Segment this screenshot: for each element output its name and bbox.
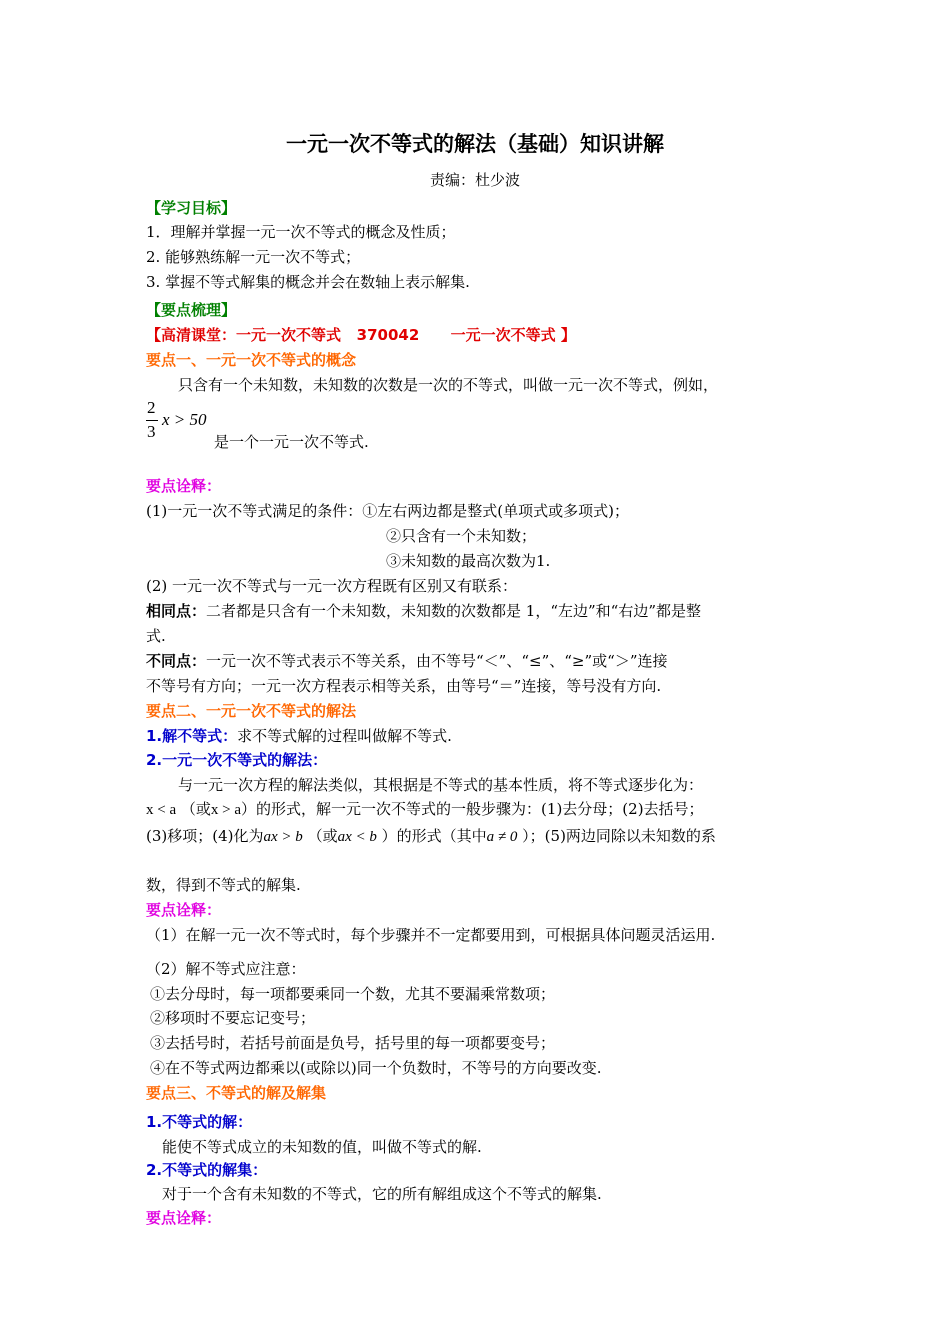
method-line-1: 与一元一次方程的解法类似，其根据是不等式的基本性质，将不等式逐步化为：: [178, 776, 704, 794]
diff-point-line: [146, 651, 668, 671]
solution-text: 能使不等式成立的未知数的值，叫做不等式的解.: [162, 1138, 482, 1156]
note-1-heading: 要点诠释：: [146, 477, 222, 495]
note-2-line-5: ③去括号时，若括号前面是负号，括号里的每一项都要变号；: [150, 1034, 556, 1052]
note-1-line-4: (2) 一元一次不等式与一元一次方程既有区别又有联系：: [146, 577, 518, 595]
note-2-line-4: ②移项时不要忘记变号；: [150, 1009, 316, 1027]
note-2-line-1: （1）在解一元一次不等式时，每个步骤并不一定都要用到，可根据具体问题灵活运用.: [146, 926, 716, 944]
section-1-heading: 要点一、一元一次不等式的概念: [146, 351, 357, 369]
solution-set-label: 2.不等式的解集：: [146, 1161, 268, 1179]
note-1-line-1: (1)一元一次不等式满足的条件：①左右两边都是整式(单项式或多项式)；: [146, 502, 629, 520]
points-heading: 【要点梳理】: [146, 301, 237, 319]
section-1-text: 只含有一个未知数，未知数的次数是一次的不等式，叫做一元一次不等式，例如，: [178, 376, 719, 394]
method-line-3-t4: ）；(5)两边同除以未知数的系: [522, 827, 716, 845]
diff-point-text: 一元一次不等式表示不等关系，由不等号“＜”、“≤”、“≥”或“＞”连接: [206, 652, 668, 670]
example-inequality: x > 50: [162, 410, 207, 429]
same-point-text-2: 式.: [146, 627, 166, 645]
class-link[interactable]: 【高清课堂：一元一次不等式 370042 一元一次不等式 】: [146, 326, 576, 344]
solve-text: 求不等式解的过程叫做解不等式.: [237, 727, 452, 745]
method-line-3-t3: ）的形式（其中: [381, 827, 487, 845]
same-point-text: 二者都是只含有一个未知数，未知数的次数都是 1，“左边”和“右边”都是整: [206, 602, 702, 620]
section-1-text-2: 是一个一元一次不等式.: [214, 433, 369, 451]
solution-label: 1.不等式的解：: [146, 1113, 253, 1131]
math-x-less-a: x < a: [146, 802, 177, 818]
author-line: 责编：杜少波: [429, 171, 520, 189]
same-point-label: 相同点：: [146, 602, 207, 620]
method-line-3-t1: (3)移项；(4)化为: [146, 827, 264, 845]
same-point-line: [146, 601, 701, 621]
math-ax-less-b: ax < b: [337, 829, 377, 845]
fraction-denominator: 3: [147, 422, 156, 441]
solve-label: 1.解不等式：: [146, 727, 238, 745]
method-line-2-t2: ）的形式，解一元一次不等式的一般步骤为：(1)去分母；(2)去括号；: [241, 800, 704, 818]
goals-heading: 【学习目标】: [146, 199, 237, 217]
diff-point-label: 不同点：: [146, 652, 207, 670]
section-2-item-1: [146, 726, 452, 746]
fraction-numerator: 2: [147, 398, 156, 417]
diff-point-text-2: 不等号有方向；一元一次方程表示相等关系，由等号“＝”连接，等号没有方向.: [146, 677, 662, 695]
note-1-line-3: ③未知数的最高次数为1.: [386, 552, 551, 570]
fraction-bar: [146, 420, 158, 421]
section-2-heading: 要点二、一元一次不等式的解法: [146, 702, 357, 720]
goal-item-2: 2. 能够熟练解一元一次不等式；: [146, 248, 361, 266]
note-2-line-2: （2）解不等式应注意：: [146, 960, 306, 978]
solution-set-text: 对于一个含有未知数的不等式，它的所有解组成这个不等式的解集.: [162, 1185, 602, 1203]
math-ax-greater-b: ax > b: [263, 829, 303, 845]
page-title: 一元一次不等式的解法（基础）知识讲解: [286, 132, 664, 156]
math-a-not-zero: a ≠ 0: [486, 829, 518, 845]
note-3-heading: 要点诠释：: [146, 1209, 222, 1227]
note-1-line-2: ②只含有一个未知数；: [386, 527, 537, 545]
method-label: 2.一元一次不等式的解法：: [146, 751, 328, 769]
note-2-line-6: ④在不等式两边都乘以(或除以)同一个负数时，不等号的方向要改变.: [150, 1059, 602, 1077]
note-2-line-3: ①去分母时，每一项都要乘同一个数，尤其不要漏乘常数项；: [150, 985, 556, 1003]
method-line-3-t2: （或: [307, 827, 338, 845]
method-line-2: [146, 799, 704, 820]
math-x-greater-a: x > a: [210, 802, 242, 818]
goal-item-1: 1．理解并掌握一元一次不等式的概念及性质；: [146, 223, 456, 241]
method-line-2-t1: （或: [180, 800, 211, 818]
method-line-3: [146, 826, 716, 847]
note-2-heading: 要点诠释：: [146, 901, 222, 919]
section-3-heading: 要点三、不等式的解及解集: [146, 1084, 327, 1102]
goal-item-3: 3. 掌握不等式解集的概念并会在数轴上表示解集.: [146, 273, 470, 291]
method-line-4: 数，得到不等式的解集.: [146, 876, 301, 894]
